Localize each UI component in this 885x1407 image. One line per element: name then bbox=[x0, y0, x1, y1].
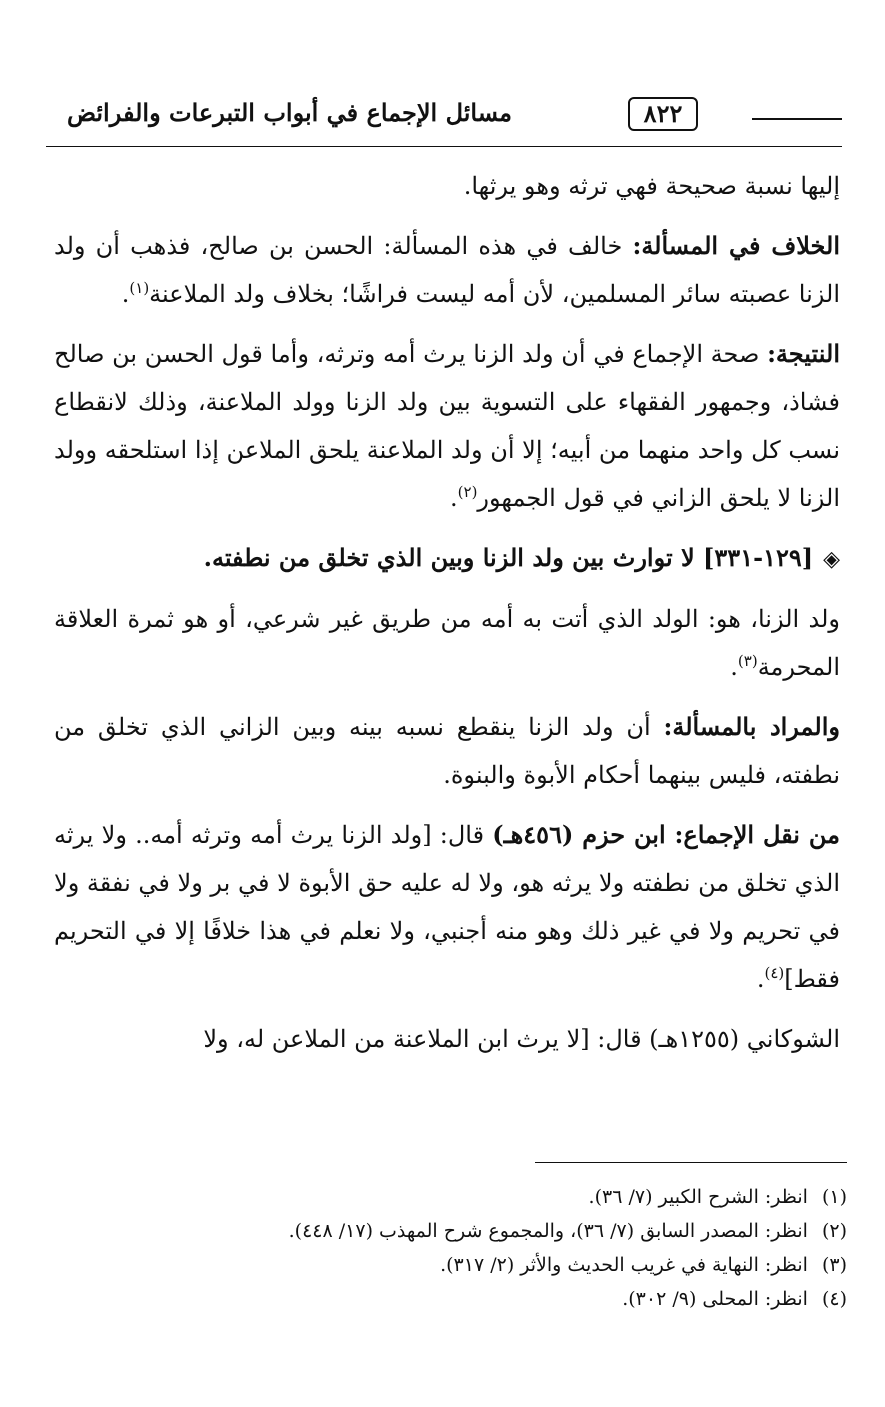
running-title: مسائل الإجماع في أبواب التبرعات والفرائض bbox=[66, 98, 512, 127]
paragraph-text: خالف في هذه المسألة: الحسن بن صالح، فذهب أن ولد الزنا عصبته سائر المسلمين، لأن أمه ليست فراشًا؛ بخلاف ولد الملاعنة bbox=[54, 232, 840, 308]
paragraph-text: قال: [ولد الزنا يرث أمه وترثه أمه.. ولا يرثه الذي تخلق من نطفته ولا يرثه هو، ولا له عليه حق الأبوة لا في بر ولا في نفقة ولا في تحريم ولا في غير ذلك وهو منه أجنبي، ولا نعلم في هذا خلافًا إلا في التحريم فقط] bbox=[54, 821, 840, 993]
footnote-ref[interactable]: (٤) bbox=[764, 964, 785, 982]
footnote-text: انظر: المصدر السابق (٧/ ٣٦)، والمجموع شرح المهذب (١٧/ ٤٤٨). bbox=[288, 1220, 808, 1242]
footnote-number: (٤) bbox=[821, 1288, 847, 1310]
paragraph-text: صحة الإجماع في أن ولد الزنا يرث أمه وترثه، وأما قول الحسن بن صالح فشاذ، وجمهور الفقهاء على التسوية بين ولد الزنا وولد الملاعنة، وذلك لانقطاع نسب كل واحد منهما من أبيه؛ إلا أن ولد الملاعنة يلحق الملاعن إذا استلحقه وولد الزنا لا يلحق الزاني في قول الجمهور bbox=[54, 340, 840, 512]
page-number bbox=[588, 96, 738, 132]
footnote-number: (١) bbox=[821, 1186, 847, 1208]
footnote-number: (٢) bbox=[821, 1220, 847, 1242]
footnote-item bbox=[57, 1282, 847, 1316]
paragraph: الخلاف في المسألة: خالف في هذه المسألة: الحسن بن صالح، فذهب أن ولد الزنا عصبته سائر المسلمين، لأن أمه ليست فراشًا؛ بخلاف ولد الملاعنة$^{(١)}$. bbox=[54, 231, 840, 308]
paragraph bbox=[54, 1015, 840, 1063]
page-header bbox=[40, 92, 842, 136]
section-heading-text: [١٢٩-٣٣١] لا توارث بين ولد الزنا وبين الذي تخلق من نطفته. bbox=[203, 543, 814, 572]
footnote-item bbox=[57, 1248, 847, 1282]
paragraph-text: الشوكاني (١٢٥٥هـ) قال: [لا يرث ابن الملاعنة من الملاعن له، ولا bbox=[203, 1025, 840, 1053]
page-number-frame: ٨٢٢ bbox=[628, 97, 699, 131]
footnote-text: انظر: النهاية في غريب الحديث والأثر (٢/ ٣١٧). bbox=[440, 1254, 808, 1276]
footnotes bbox=[57, 1180, 847, 1316]
main-text bbox=[54, 162, 840, 1075]
paragraph-text: أن ولد الزنا ينقطع نسبه بينه وبين الزاني الذي تخلق من نطفته، فليس بينهما أحكام الأبوة والبنوة. bbox=[54, 713, 840, 789]
diamond-bullet-icon: ◈ bbox=[823, 546, 840, 572]
footnote-number: (٣) bbox=[821, 1254, 847, 1276]
paragraph bbox=[54, 703, 840, 799]
paragraph-label: الخلاف في المسألة: bbox=[632, 231, 840, 260]
footnote-ref[interactable]: (٣) bbox=[737, 652, 758, 670]
footnote-text: انظر: المحلى (٩/ ٣٠٢). bbox=[622, 1288, 808, 1310]
paragraph-text: إليها نسبة صحيحة فهي ترثه وهو يرثها. bbox=[463, 172, 840, 200]
paragraph bbox=[54, 162, 840, 210]
section-heading bbox=[54, 534, 840, 583]
footnote-item bbox=[57, 1214, 847, 1248]
paragraph-label: والمراد بالمسألة: bbox=[663, 712, 840, 741]
paragraph: النتيجة: صحة الإجماع في أن ولد الزنا يرث أمه وترثه، وأما قول الحسن بن صالح فشاذ، وجمهور الفقهاء على التسوية بين ولد الزنا وولد الملاعنة، وذلك لانقطاع نسب كل واحد منهما من أبيه؛ إلا أن ولد الملاعنة يلحق الملاعن إذا استلحقه وولد الزنا لا يلحق الزاني في قول الجمهور$^{(٢)}$. bbox=[54, 339, 840, 512]
paragraph: من نقل الإجماع: ابن حزم (٤٥٦هـ) قال: [ولد الزنا يرث أمه وترثه أمه.. ولا يرثه الذي تخلق من نطفته ولا يرثه هو، ولا له عليه حق الأبوة لا في بر ولا في نفقة ولا في تحريم ولا في غير ذلك وهو منه أجنبي، ولا نعلم في هذا خلافًا إلا في التحريم فقط]$^{(٤)}$. bbox=[54, 820, 840, 993]
paragraph-text: ولد الزنا، هو: الولد الذي أتت به أمه من طريق غير شرعي، أو هو ثمرة العلاقة المحرمة bbox=[54, 605, 840, 681]
footnote-ref[interactable]: (٢) bbox=[457, 483, 478, 501]
paragraph: ولد الزنا، هو: الولد الذي أتت به أمه من طريق غير شرعي، أو هو ثمرة العلاقة المحرمة$^{(٣)}$. bbox=[54, 605, 840, 681]
header-ornament-line bbox=[752, 118, 842, 120]
footnote-rule bbox=[535, 1162, 847, 1163]
footnote-text: انظر: الشرح الكبير (٧/ ٣٦). bbox=[588, 1186, 808, 1208]
header-rule bbox=[46, 146, 842, 147]
paragraph-label: النتيجة: bbox=[767, 339, 840, 368]
footnote-ref[interactable]: (١) bbox=[129, 279, 150, 297]
paragraph-label: من نقل الإجماع: ابن حزم (٤٥٦هـ) bbox=[492, 820, 840, 849]
footnote-item bbox=[57, 1180, 847, 1214]
